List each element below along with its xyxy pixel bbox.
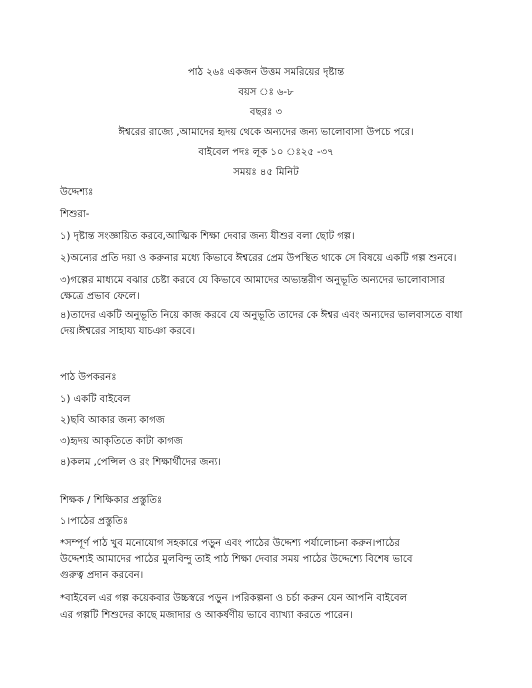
material-item: ২)ছবি আকার জন্য কাগজ [60, 415, 165, 426]
objective-line: ক্ষেত্রে প্রভাব ফেলে। [60, 291, 140, 302]
objectives-heading: উদ্দেশ্যঃ [60, 187, 94, 198]
lesson-duration: সময়ঃ ৪৫ মিনিট [233, 167, 299, 178]
prep-line: এর গল্পটি শিশুদের কাছে মজাদার ও আকর্ষণীয় ভাবে ব্যাখ্যা করতে পারেন। [60, 610, 353, 621]
materials-heading: পাঠ উপকরনঃ [60, 372, 117, 383]
bible-verse: বাইবেল পদঃ লূক ১০ ঃ২৫ -৩৭ [198, 147, 334, 158]
prep-line: *বাইবেল এর গল্প কয়েকবার উচ্চস্বরে পড়ুন ।পরিকল্পনা ও চর্চা করুন যেন আপনি বাইবেল [60, 593, 408, 604]
objective-line: ৪)তাদের একটি অনুভূতি নিয়ে কাজ করবে যে অনুভূতি তাদের কে ঈশ্বর এবং অন্যদের ভালবাসতে বাধা [60, 310, 463, 321]
objective-line: ৩)গল্পের মাধ্যমে বঝার চেষ্টা করবে যে কিভাবে আমাদের অভ্যন্তরীণ অনুভূতি অন্যদের ভালোবাসার [60, 275, 445, 286]
lesson-title: পাঠ ২৬ঃ একজন উত্তম সমরিয়ের দৃষ্টান্ত [187, 67, 345, 78]
material-item: ৩)হৃদয় আকৃতিতে কাটা কাগজ [60, 436, 183, 447]
age-range: বয়স ঃ ৬-৮ [238, 87, 294, 98]
material-item: ১) একটি বাইবেল [60, 394, 131, 405]
objective-line: ১) দৃষ্টান্ত সংজ্ঞায়িত করবে,আত্মিক শিক্ষা দেবার জন্য যীশুর বলা ছোট গল্প। [60, 231, 355, 242]
objectives-intro: শিশুরা- [60, 209, 90, 220]
teacher-prep-heading: শিক্ষক / শিক্ষিকার প্রস্তুতিঃ [60, 495, 163, 506]
lesson-theme: ঈশ্বরের রাজ্যে ,আমাদের হৃদয় থেকে অন্যদের জন্য ভালোবাসা উপচে পরে। [118, 127, 414, 138]
prep-line: *সম্পূর্ণ পাঠ খুব মনোযোগ সহকারে পড়ুন এবং পাঠের উদ্দেশ্য পর্যালোচনা করুন।পাঠের [60, 538, 400, 549]
teacher-prep-subheading: ১।পাঠের প্রস্তুতিঃ [60, 516, 129, 527]
prep-line: গুরুত্ব প্রদান করবেন। [60, 570, 144, 581]
year: বছরঃ ৩ [249, 107, 283, 118]
prep-line: উদ্দেশ্যই আমাদের পাঠের মুলবিন্দু তাই পাঠ শিক্ষা দেবার সময় পাঠের উদ্দেশ্যে বিশেষ ভাবে [60, 554, 413, 565]
objective-line: ২)অন্যের প্রতি দয়া ও করুনার মধ্যে কিভাবে ঈশ্বরের প্রেম উপস্থিত থাকে সে বিষয়ে একটি গল্প শুনবে। [60, 253, 457, 264]
objective-line: দেয়।ঈশ্বরের সাহায্য যাচঞা করবে। [60, 326, 196, 337]
material-item: ৪)কলম ,পেন্সিল ও রং শিক্ষার্থীদের জন্য। [60, 457, 221, 468]
